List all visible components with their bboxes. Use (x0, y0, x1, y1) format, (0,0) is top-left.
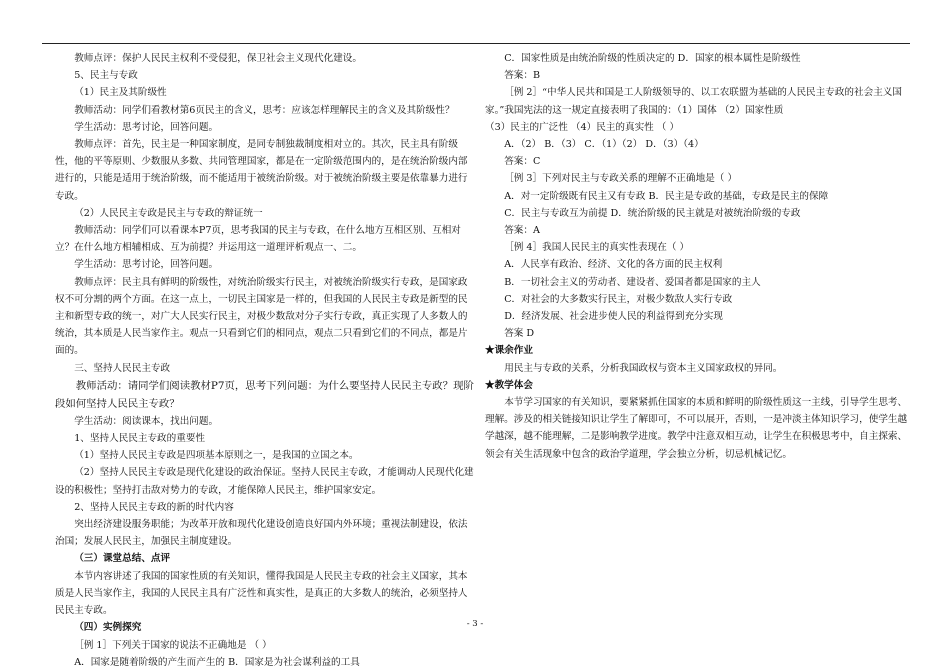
paragraph: 学生活动：阅读课本，找出问题。 (74, 415, 219, 427)
paragraph: ［例 3］下列对民主与专政关系的理解不正确地是（ ） (504, 173, 738, 185)
paragraph: 5、民主与专政 (74, 70, 138, 82)
paragraph: 2、坚持人民民主专政的新的时代内容 (74, 501, 234, 513)
paragraph: 本节学习国家的有关知识，要紧紧抓住国家的本质和鲜明的阶级性质这一主线，引导学生思考、理解。涉及的相关链接知识让学生了解即可，不可以展开，否则，一是冲淡主体知识学习，使学生越学越深，越不能理解，二是影响教学进度。教学中注意双相互动，让学生在积极思考中，自主探索、领会有关生活现象中包含的政治学道理，学会独立分析，切忌机械记忆。 (485, 397, 908, 460)
paragraph: （1）坚持人民民主专政是四项基本原则之一，是我国的立国之本。 (74, 450, 359, 462)
paragraph: 答案：B (504, 70, 541, 82)
paragraph: 三、坚持人民民主专政 (74, 362, 171, 374)
paragraph: 答案 D (504, 328, 535, 340)
paragraph: 教师点评：民主具有鲜明的阶级性，对统治阶级实行民主，对被统治阶级实行专政，是国家政权不可分割的两个方面。在这一点上，一切民主国家是一样的，但我国的人民民主专政是新型的民主和新型专政的统一，对广大人民实行民主，对极少数敌对分子实行专政，真正实现了人多数人的统治，其本质是人民当家作主。观点一只看到它们的相同点，观点二只看到它们的不同点，都是片面的。 (55, 276, 468, 357)
paragraph: ［例 2］“中华人民共和国是工人阶级领导的、以工农联盟为基础的人民民主专政的社会主义国家。”我国宪法的这一规定直接表明了我国的：（1）国体 （2）国家性质 (485, 87, 902, 116)
section-heading: （三）课堂总结、点评 (74, 553, 171, 565)
paragraph: 答案：C (504, 156, 541, 168)
section-heading: （四）实例探究 (74, 622, 142, 634)
paragraph: （1）民主及其阶级性 (74, 87, 167, 99)
paragraph: A．对一定阶级既有民主又有专政 B．民主是专政的基础，专政是民主的保障 (504, 190, 829, 202)
paragraph: 用民主与专政的关系，分析我国政权与资本主义国家政权的异同。 (504, 362, 783, 374)
paragraph: 教师点评：保护人民民主权利不受侵犯，保卫社会主义现代化建设。 (74, 53, 362, 64)
paragraph: 本节内容讲述了我国的国家性质的有关知识，懂得我国是人民民主专政的社会主义国家，其本质是人民当家作主，我国的人民民主具有广泛性和真实性，是真正的大多数人的统治，必须坚持人民民主专政。 (55, 570, 468, 617)
section-heading: ★课余作业 (485, 345, 533, 357)
paragraph: A．人民享有政治、经济、文化的各方面的民主权利 (504, 259, 723, 271)
paragraph: A．（2） B．（3） C．（1）（2） D．（3）（4） (504, 139, 704, 151)
paragraph: A．国家是随着阶级的产生而产生的 B．国家是为社会谋利益的工具 (74, 656, 360, 668)
paragraph: （2）坚持人民民主专政是现代化建设的政治保证。坚持人民民主专政，才能调动人民现代化建设的积极性；坚持打击敌对势力的专政，才能保障人民民主，维护国家安定。 (55, 467, 474, 496)
paragraph: 学生活动：思考讨论，回答问题。 (74, 259, 219, 271)
section-heading: ★教学体会 (485, 379, 533, 391)
paragraph: 突出经济建设服务职能；为改革开放和现代化建设创造良好国内外环境；重视法制建设，依法治国；发展人民民主，加强民主制度建设。 (55, 519, 468, 548)
paragraph: 教师活动：请同学们阅读教材P7页，思考下列问题：为什么要坚持人民民主专政？现阶段如何坚持人民民主专政？ (55, 379, 474, 410)
page-number: - 3 - (466, 619, 484, 629)
paragraph: ［例 4］我国人民民主的真实性表现在（ ） (504, 242, 690, 254)
header-rule (42, 43, 910, 44)
paragraph: D．经济发展、社会进步使人民的利益得到充分实现 (504, 311, 723, 323)
paragraph: 1、坚持人民民主专政的重要性 (74, 433, 206, 445)
left-column (55, 50, 475, 671)
paragraph: 学生活动：思考讨论，回答问题。 (74, 121, 219, 133)
paragraph: （2）人民民主专政是民主与专政的辩证统一 (74, 207, 263, 219)
paragraph: ［例 1］下列关于国家的说法不正确地是 （ ） (74, 639, 272, 651)
paragraph: 教师活动：同学们可以看课本P7页，思考我国的民主与专政，在什么地方互相区别、互相对立？在什么地方相辅相成、互为前提？并运用这一道理评析观点一、二。 (55, 225, 461, 254)
paragraph: 答案：A (504, 225, 540, 237)
paragraph: （3）民主的广泛性 （4）民主的真实性 （ ） (485, 121, 680, 133)
paragraph: B．一切社会主义的劳动者、建设者、爱国者都是国家的主人 (504, 276, 761, 288)
paragraph: C．国家性质是由统治阶级的性质决定的 D．国家的根本属性是阶级性 (504, 53, 801, 64)
paragraph: 教师活动：同学们看教材第6页民主的含义，思考：应该怎样理解民主的含义及其阶级性？ (74, 104, 455, 116)
paragraph: C．对社会的大多数实行民主，对极少数敌人实行专政 (504, 293, 733, 305)
right-column (485, 50, 910, 463)
paragraph: 教师点评：首先，民主是一种国家制度，是同专制独裁制度相对立的。其次，民主具有阶级性，他的平等原则、少数服从多数、共同管理国家，都是在一定阶级范围内的，是在统治阶级内部进行的，只能是适用于统治阶级，而不能适用于被统治阶级。对于被统治阶级主要是依靠暴力进行专政。 (55, 139, 468, 202)
paragraph: C．民主与专政互为前提 D．统治阶级的民主就是对被统治阶级的专政 (504, 207, 801, 219)
